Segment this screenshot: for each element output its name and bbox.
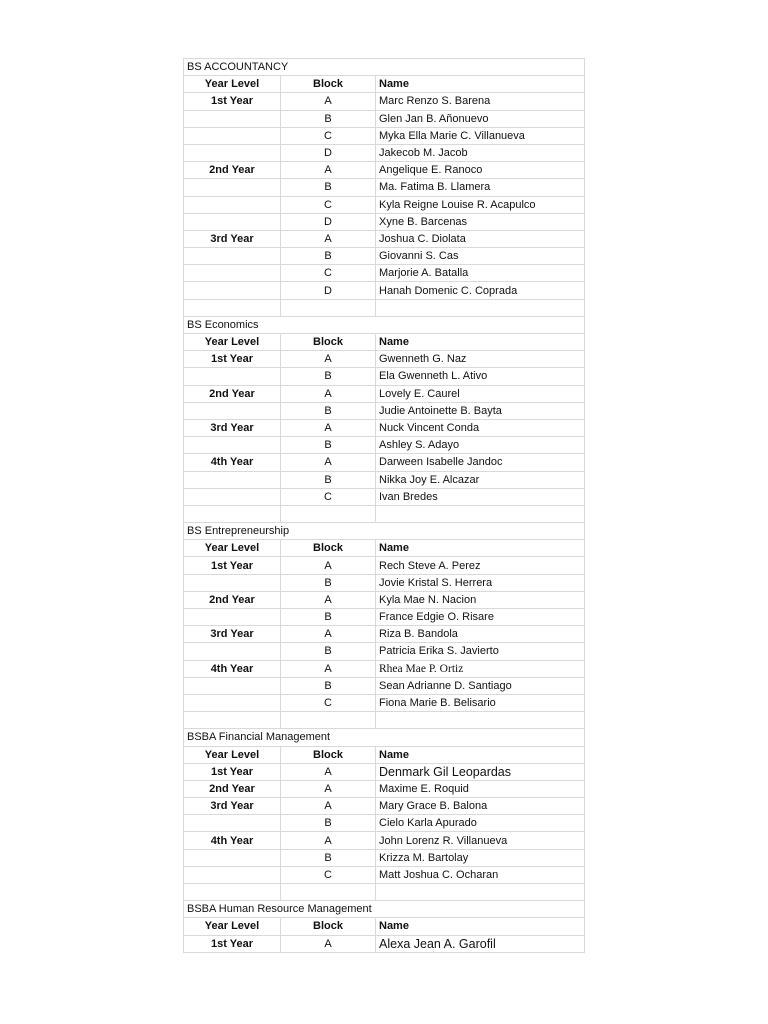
table-row xyxy=(184,230,585,247)
name-cell: Judie Antoinette B. Bayta xyxy=(376,402,585,419)
name-cell: Sean Adrianne D. Santiago xyxy=(376,677,585,694)
block-cell: B xyxy=(281,248,376,265)
name-cell: Rech Steve A. Perez xyxy=(376,557,585,574)
block-cell: B xyxy=(281,643,376,660)
name-cell: Hanah Domenic C. Coprada xyxy=(376,282,585,299)
block-cell: A xyxy=(281,385,376,402)
block-cell: B xyxy=(281,609,376,626)
table-row xyxy=(184,677,585,694)
year-level-cell: 4th Year xyxy=(184,832,281,849)
section-title: BS ACCOUNTANCY xyxy=(184,59,585,76)
name-cell: Jakecob M. Jacob xyxy=(376,144,585,161)
year-level-cell xyxy=(184,488,281,505)
year-level-cell: 1st Year xyxy=(184,935,281,952)
table-row xyxy=(184,763,585,780)
officers-table-body xyxy=(184,59,585,953)
block-cell: A xyxy=(281,230,376,247)
name-cell: Fiona Marie B. Belisario xyxy=(376,694,585,711)
block-cell: A xyxy=(281,780,376,797)
table-row xyxy=(184,780,585,797)
block-cell: D xyxy=(281,213,376,230)
column-header-row xyxy=(184,540,585,557)
name-cell: Maxime E. Roquid xyxy=(376,780,585,797)
section-title-row xyxy=(184,729,585,746)
name-cell: Ashley S. Adayo xyxy=(376,437,585,454)
table-row xyxy=(184,609,585,626)
table-row xyxy=(184,144,585,161)
block-header: Block xyxy=(281,76,376,93)
block-cell: C xyxy=(281,866,376,883)
table-row xyxy=(184,368,585,385)
column-header-row xyxy=(184,334,585,351)
blank-cell xyxy=(184,299,281,316)
section-title: BS Economics xyxy=(184,316,585,333)
name-cell: Alexa Jean A. Garofil xyxy=(376,935,585,952)
year-level-cell xyxy=(184,213,281,230)
block-cell: A xyxy=(281,351,376,368)
name-header: Name xyxy=(376,540,585,557)
name-cell: Darween Isabelle Jandoc xyxy=(376,454,585,471)
blank-cell xyxy=(281,884,376,901)
name-cell: Mary Grace B. Balona xyxy=(376,798,585,815)
year-level-cell: 2nd Year xyxy=(184,385,281,402)
year-level-cell: 1st Year xyxy=(184,351,281,368)
blank-cell xyxy=(281,712,376,729)
block-cell: B xyxy=(281,849,376,866)
block-cell: C xyxy=(281,196,376,213)
name-header: Name xyxy=(376,334,585,351)
block-cell: B xyxy=(281,402,376,419)
table-row xyxy=(184,385,585,402)
year-level-cell: 3rd Year xyxy=(184,419,281,436)
year-level-cell xyxy=(184,110,281,127)
year-level-cell: 4th Year xyxy=(184,660,281,677)
year-level-cell xyxy=(184,144,281,161)
name-header: Name xyxy=(376,918,585,935)
name-cell: Myka Ella Marie C. Villanueva xyxy=(376,127,585,144)
column-header-row xyxy=(184,918,585,935)
table-row xyxy=(184,471,585,488)
blank-cell xyxy=(376,884,585,901)
year-level-cell: 1st Year xyxy=(184,763,281,780)
name-cell: Lovely E. Caurel xyxy=(376,385,585,402)
table-row xyxy=(184,866,585,883)
year-level-header: Year Level xyxy=(184,334,281,351)
blank-row xyxy=(184,712,585,729)
block-cell: B xyxy=(281,437,376,454)
year-level-cell xyxy=(184,179,281,196)
section-title-row xyxy=(184,59,585,76)
blank-cell xyxy=(376,505,585,522)
blank-cell xyxy=(184,712,281,729)
name-cell: Rhea Mae P. Ortiz xyxy=(376,660,585,677)
table-row xyxy=(184,454,585,471)
block-cell: B xyxy=(281,368,376,385)
name-cell: Marc Renzo S. Barena xyxy=(376,93,585,110)
name-cell: Matt Joshua C. Ocharan xyxy=(376,866,585,883)
block-cell: C xyxy=(281,127,376,144)
block-cell: A xyxy=(281,798,376,815)
year-level-cell: 1st Year xyxy=(184,93,281,110)
year-level-cell: 2nd Year xyxy=(184,162,281,179)
name-cell: Glen Jan B. Añonuevo xyxy=(376,110,585,127)
year-level-cell: 4th Year xyxy=(184,454,281,471)
block-header: Block xyxy=(281,540,376,557)
block-cell: B xyxy=(281,179,376,196)
year-level-cell: 3rd Year xyxy=(184,798,281,815)
name-cell: Kyla Reigne Louise R. Acapulco xyxy=(376,196,585,213)
year-level-header: Year Level xyxy=(184,918,281,935)
year-level-cell xyxy=(184,282,281,299)
name-cell: Riza B. Bandola xyxy=(376,626,585,643)
block-header: Block xyxy=(281,746,376,763)
section-title-row xyxy=(184,523,585,540)
block-cell: B xyxy=(281,110,376,127)
name-cell: Joshua C. Diolata xyxy=(376,230,585,247)
block-cell: A xyxy=(281,763,376,780)
table-row xyxy=(184,265,585,282)
name-cell: Ela Gwenneth L. Ativo xyxy=(376,368,585,385)
year-level-cell xyxy=(184,368,281,385)
year-level-cell xyxy=(184,815,281,832)
section-title-row xyxy=(184,316,585,333)
name-cell: France Edgie O. Risare xyxy=(376,609,585,626)
year-level-cell: 1st Year xyxy=(184,557,281,574)
block-header: Block xyxy=(281,918,376,935)
block-cell: B xyxy=(281,815,376,832)
table-row xyxy=(184,798,585,815)
table-row xyxy=(184,93,585,110)
officers-table xyxy=(183,58,585,953)
year-level-cell xyxy=(184,248,281,265)
block-cell: A xyxy=(281,162,376,179)
table-row xyxy=(184,196,585,213)
year-level-header: Year Level xyxy=(184,540,281,557)
year-level-cell xyxy=(184,574,281,591)
table-row xyxy=(184,591,585,608)
blank-cell xyxy=(281,505,376,522)
year-level-cell xyxy=(184,849,281,866)
table-row xyxy=(184,162,585,179)
block-cell: C xyxy=(281,265,376,282)
block-cell: D xyxy=(281,282,376,299)
section-title: BSBA Financial Management xyxy=(184,729,585,746)
year-level-header: Year Level xyxy=(184,746,281,763)
blank-cell xyxy=(376,299,585,316)
name-header: Name xyxy=(376,746,585,763)
table-row xyxy=(184,213,585,230)
table-row xyxy=(184,574,585,591)
table-row xyxy=(184,660,585,677)
name-cell: Jovie Kristal S. Herrera xyxy=(376,574,585,591)
year-level-cell xyxy=(184,196,281,213)
year-level-cell: 3rd Year xyxy=(184,626,281,643)
table-row xyxy=(184,351,585,368)
blank-cell xyxy=(281,299,376,316)
name-cell: John Lorenz R. Villanueva xyxy=(376,832,585,849)
section-title: BS Entrepreneurship xyxy=(184,523,585,540)
name-cell: Marjorie A. Batalla xyxy=(376,265,585,282)
name-cell: Kyla Mae N. Nacion xyxy=(376,591,585,608)
name-cell: Ivan Bredes xyxy=(376,488,585,505)
table-row xyxy=(184,643,585,660)
blank-row xyxy=(184,299,585,316)
table-row xyxy=(184,557,585,574)
name-cell: Gwenneth G. Naz xyxy=(376,351,585,368)
name-cell: Giovanni S. Cas xyxy=(376,248,585,265)
block-cell: B xyxy=(281,471,376,488)
blank-cell xyxy=(184,505,281,522)
table-row xyxy=(184,832,585,849)
name-cell: Denmark Gil Leopardas xyxy=(376,763,585,780)
table-row xyxy=(184,849,585,866)
blank-cell xyxy=(184,884,281,901)
section-title: BSBA Human Resource Management xyxy=(184,901,585,918)
year-level-cell xyxy=(184,677,281,694)
table-row xyxy=(184,815,585,832)
block-cell: A xyxy=(281,660,376,677)
block-cell: C xyxy=(281,694,376,711)
name-header: Name xyxy=(376,76,585,93)
table-row xyxy=(184,127,585,144)
block-cell: A xyxy=(281,935,376,952)
column-header-row xyxy=(184,746,585,763)
blank-row xyxy=(184,505,585,522)
year-level-cell: 2nd Year xyxy=(184,591,281,608)
blank-cell xyxy=(376,712,585,729)
name-cell: Xyne B. Barcenas xyxy=(376,213,585,230)
table-row xyxy=(184,248,585,265)
table-row xyxy=(184,179,585,196)
section-title-row xyxy=(184,901,585,918)
year-level-cell: 2nd Year xyxy=(184,780,281,797)
year-level-cell xyxy=(184,866,281,883)
name-cell: Patricia Erika S. Javierto xyxy=(376,643,585,660)
year-level-cell: 3rd Year xyxy=(184,230,281,247)
year-level-header: Year Level xyxy=(184,76,281,93)
table-row xyxy=(184,488,585,505)
year-level-cell xyxy=(184,437,281,454)
table-row xyxy=(184,935,585,952)
name-cell: Nikka Joy E. Alcazar xyxy=(376,471,585,488)
block-cell: A xyxy=(281,591,376,608)
year-level-cell xyxy=(184,127,281,144)
year-level-cell xyxy=(184,609,281,626)
table-row xyxy=(184,110,585,127)
block-cell: B xyxy=(281,677,376,694)
year-level-cell xyxy=(184,265,281,282)
table-row xyxy=(184,694,585,711)
block-cell: A xyxy=(281,454,376,471)
name-cell: Nuck Vincent Conda xyxy=(376,419,585,436)
year-level-cell xyxy=(184,694,281,711)
name-cell: Ma. Fatima B. Llamera xyxy=(376,179,585,196)
block-cell: A xyxy=(281,93,376,110)
column-header-row xyxy=(184,76,585,93)
block-cell: C xyxy=(281,488,376,505)
block-cell: B xyxy=(281,574,376,591)
block-cell: A xyxy=(281,832,376,849)
block-header: Block xyxy=(281,334,376,351)
year-level-cell xyxy=(184,643,281,660)
table-row xyxy=(184,419,585,436)
table-row xyxy=(184,437,585,454)
blank-row xyxy=(184,884,585,901)
table-row xyxy=(184,402,585,419)
year-level-cell xyxy=(184,402,281,419)
block-cell: D xyxy=(281,144,376,161)
name-cell: Angelique E. Ranoco xyxy=(376,162,585,179)
table-row xyxy=(184,626,585,643)
block-cell: A xyxy=(281,419,376,436)
name-cell: Krizza M. Bartolay xyxy=(376,849,585,866)
table-row xyxy=(184,282,585,299)
block-cell: A xyxy=(281,626,376,643)
year-level-cell xyxy=(184,471,281,488)
name-cell: Cielo Karla Apurado xyxy=(376,815,585,832)
block-cell: A xyxy=(281,557,376,574)
